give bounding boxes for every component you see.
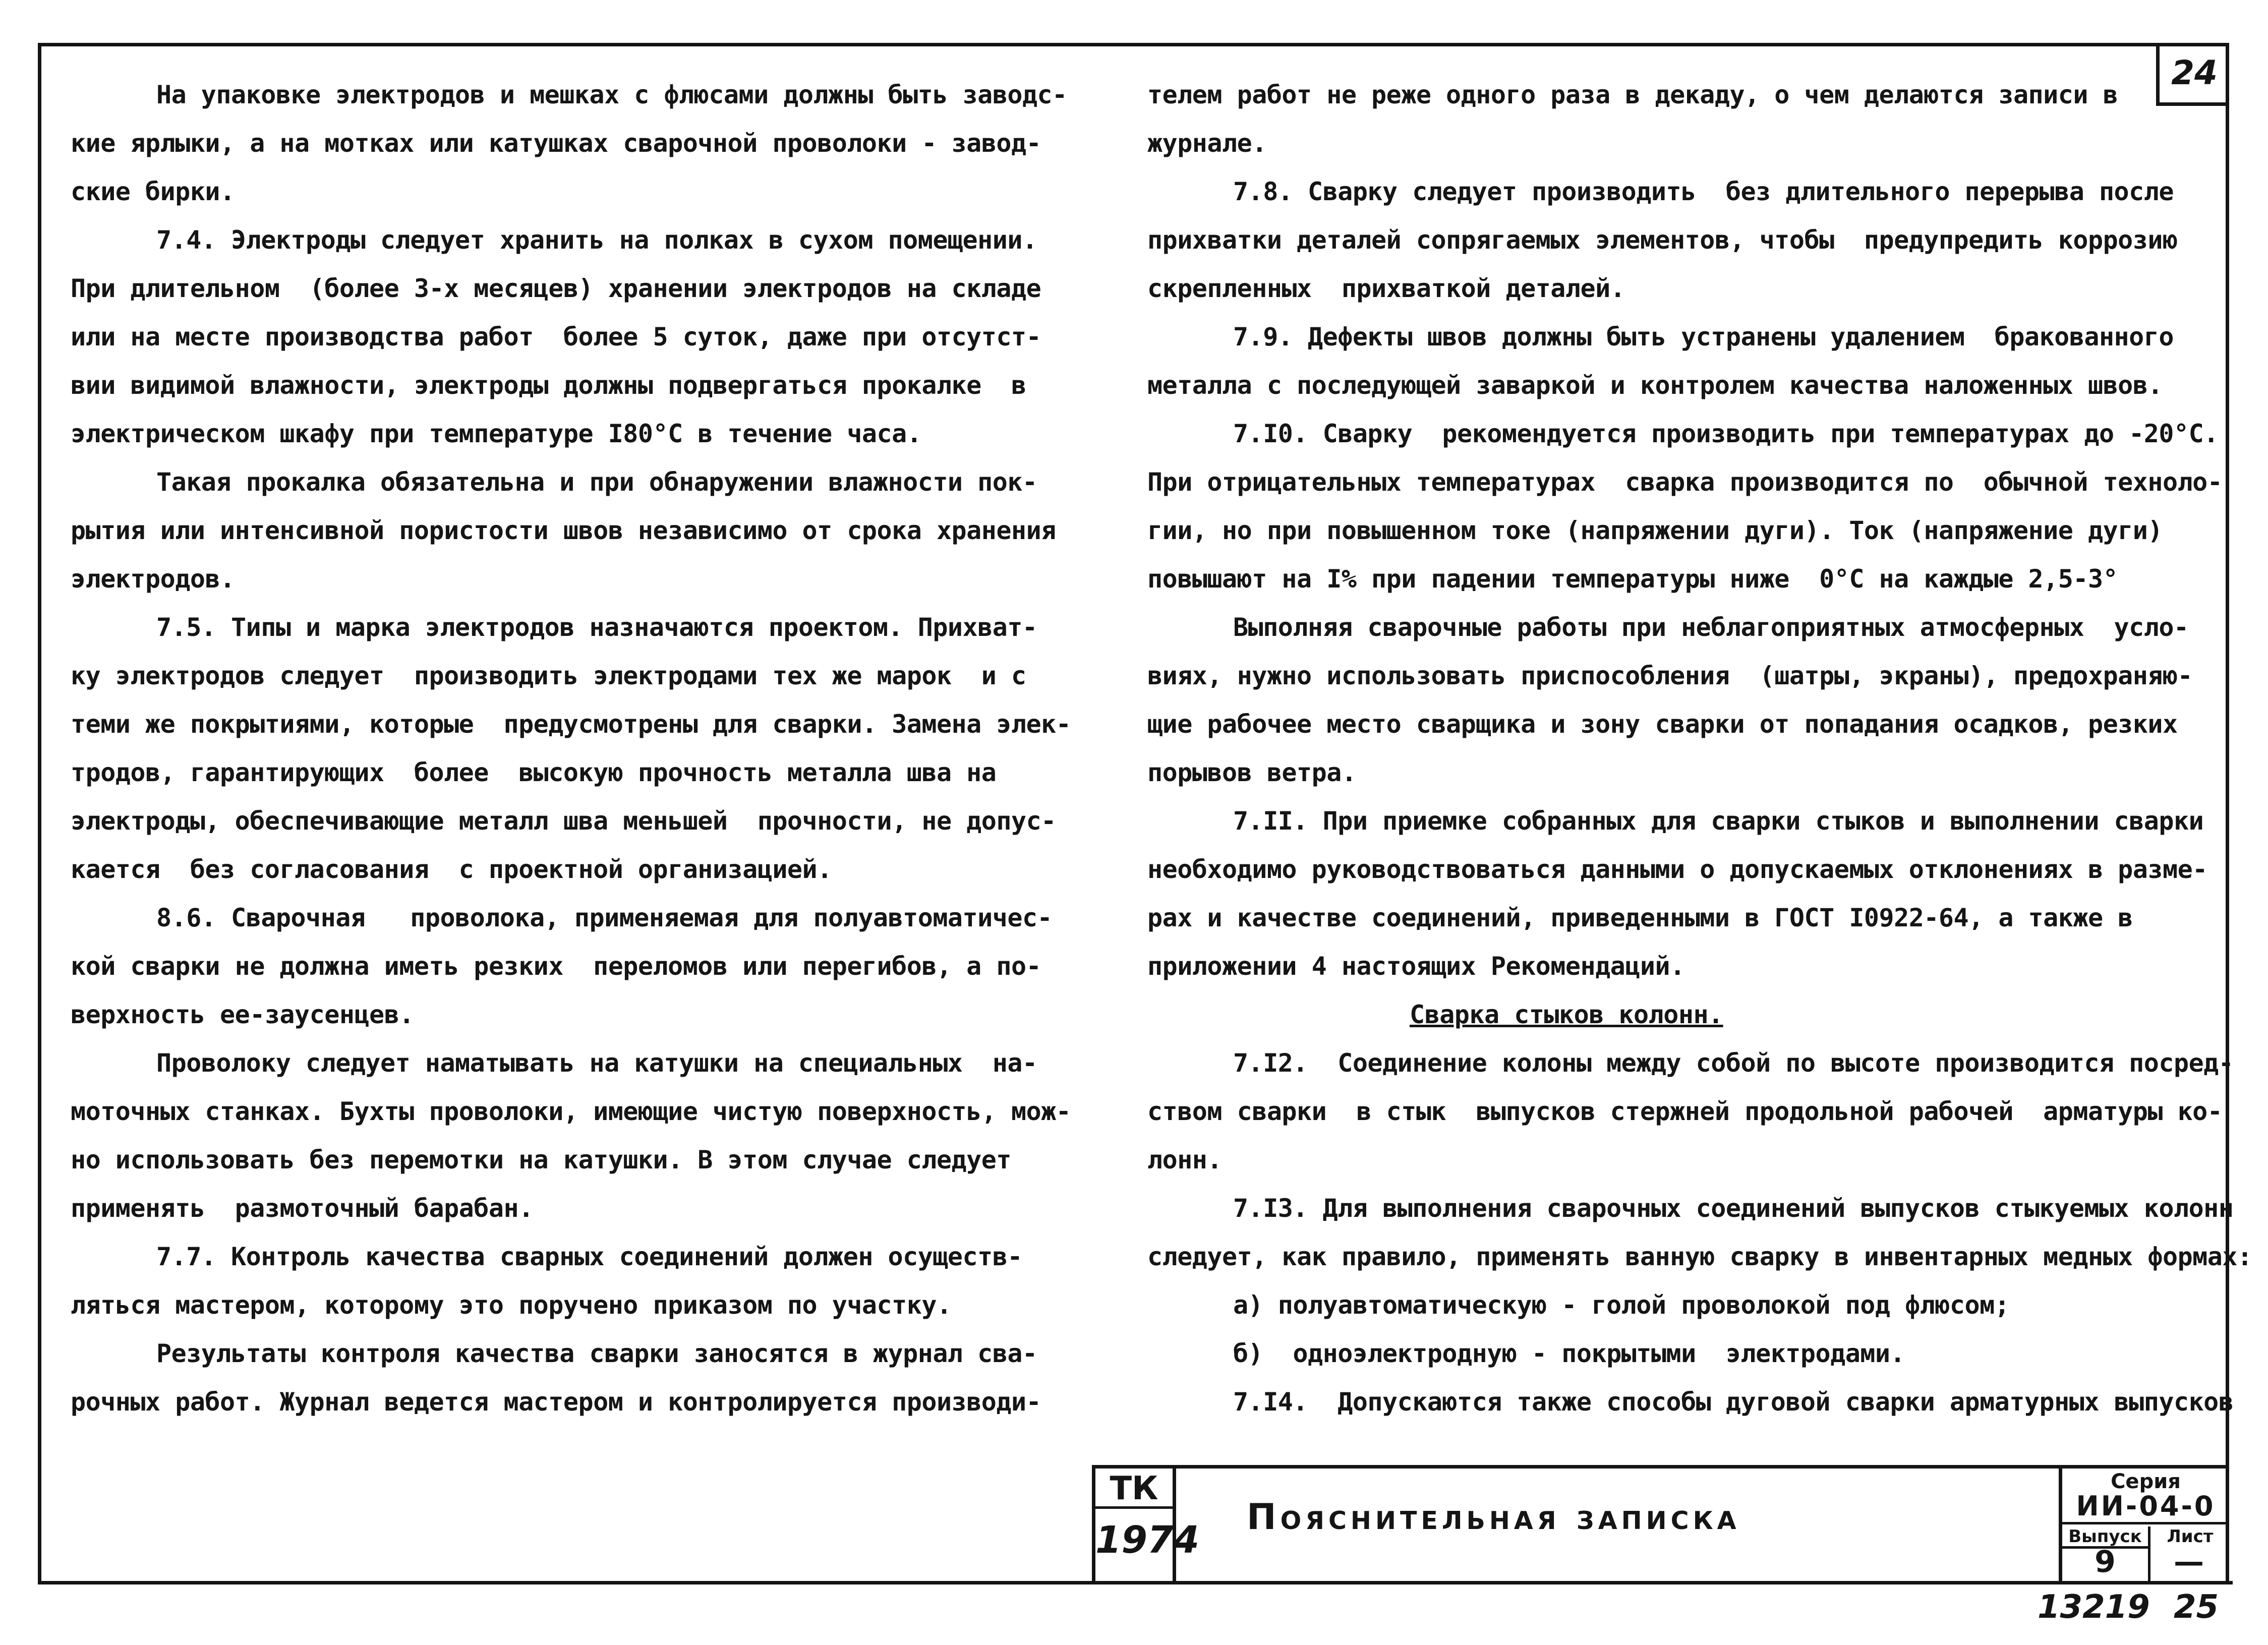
issue-label: Выпуск [2068, 1526, 2142, 1547]
text-line: При длительном (более 3-х месяцев) хранении электродов на складе [71, 274, 1041, 303]
text-line: электроды, обеспечивающие металл шва меньшей прочности, не допус- [71, 806, 1056, 836]
frame-bottom-rule [38, 1581, 2233, 1584]
text-line: необходимо руководствоваться данными о допускаемых отклонениях в разме- [1147, 855, 2207, 884]
text-line: или на месте производства работ более 5 суток, даже при отсутст- [71, 322, 1041, 351]
text-line: а) полуавтоматическую - голой проволокой под флюсом; [1233, 1290, 2010, 1320]
text-line: 7.9. Дефекты швов должны быть устранены удалением бракованного [1233, 322, 2174, 351]
text-line: лонн. [1147, 1145, 1223, 1174]
series-value: ИИ-04-0 [2062, 1491, 2229, 1524]
text-line: следует, как правило, применять ванную сварку в инвентарных медных формах: [1147, 1242, 2252, 1271]
text-line: 7.8. Сварку следует производить без длительного перерыва после [1233, 177, 2174, 206]
page-number-box [2156, 43, 2229, 106]
text-line: кой сварки не должна иметь резких переломов или перегибов, а по- [71, 952, 1041, 981]
series-label: Серия [2111, 1470, 2181, 1493]
text-line: применять размоточный барабан. [71, 1194, 534, 1223]
text-line: Такая прокалка обязательна и при обнаружении влажности пок- [156, 467, 1037, 497]
text-line: 7.5. Типы и марка электродов назначаются проектом. Прихват- [156, 613, 1037, 642]
text-line: моточных станках. Бухты проволоки, имеющие чистую поверхность, мож- [71, 1097, 1071, 1126]
text-line: верхность ее-заусенцев. [71, 1000, 414, 1029]
text-line: рах и качестве соединений, приведенными в ГОСТ I0922-64, а также в [1147, 903, 2133, 932]
issue-value: 9 [2095, 1544, 2116, 1579]
text-line: 7.4. Электроды следует хранить на полках в сухом помещении. [156, 225, 1037, 255]
text-line: виях, нужно использовать приспособления (шатры, экраны), предохраняю- [1147, 661, 2193, 690]
document-title: Пояснительная записка [1247, 1496, 1740, 1538]
text-line: Выполняя сварочные работы при неблагоприятных атмосферных усло- [1233, 613, 2189, 642]
text-line: скрепленных прихваткой деталей. [1147, 274, 1625, 303]
text-line: ством сварки в стык выпусков стержней продольной рабочей арматуры ко- [1147, 1097, 2223, 1126]
text-line: 7.I2. Соединение колоны между собой по высоте производится посред- [1233, 1048, 2234, 1078]
text-line: металла с последующей заваркой и контролем качества наложенных швов. [1147, 371, 2163, 400]
text-line: гии, но при повышенном токе (напряжении дуги). Ток (напряжение дуги) [1147, 516, 2163, 545]
text-line: электродов. [71, 564, 235, 594]
text-line: 7.I4. Допускаются также способы дуговой сварки арматурных выпусков [1233, 1387, 2234, 1417]
text-line: Результаты контроля качества сварки заносятся в журнал сва- [156, 1339, 1037, 1368]
page-mark: 25 [2174, 1589, 2219, 1626]
text-line: кается без согласования с проектной организацией. [71, 855, 832, 884]
text-line: На упаковке электродов и мешках с флюсами должны быть заводс- [156, 80, 1067, 109]
text-line: Проволоку следует наматывать на катушки на специальных на- [156, 1048, 1037, 1078]
text-line: прихватки деталей сопрягаемых элементов, чтобы предупредить коррозию [1147, 225, 2178, 255]
text-line: При отрицательных температурах сварка производится по обычной техноло- [1147, 467, 2223, 497]
title-block-details [2059, 1468, 2229, 1581]
text-line: 7.I0. Сварку рекомендуется производить при температурах до -20°C. [1233, 419, 2219, 448]
text-line: 7.II. При приемке собранных для сварки стыков и выполнении сварки [1233, 806, 2204, 836]
sheet-label: Лист [2148, 1526, 2230, 1581]
text-line: рочных работ. Журнал ведется мастером и контролируется производи- [71, 1387, 1041, 1417]
text-line: 7.I3. Для выполнения сварочных соединений выпусков стыкуемых колонн [1233, 1194, 2234, 1223]
text-line: рытия или интенсивной пористости швов независимо от срока хранения [71, 516, 1056, 545]
order-number: 13219 [2038, 1589, 2150, 1626]
text-line: но использовать без перемотки на катушки. В этом случае следует [71, 1145, 1011, 1174]
code-top: ТК [1095, 1468, 1173, 1509]
code-year: 1974 [1095, 1518, 1199, 1562]
text-line: повышают на I% при падении температуры ниже 0°C на каждые 2,5-3° [1147, 564, 2118, 594]
text-line: электрическом шкафу при температуре I80°C в течение часа. [71, 419, 922, 448]
text-line: журнале. [1147, 129, 1267, 158]
text-line: вии видимой влажности, электроды должны подвергаться прокалке в [71, 371, 1026, 400]
text-line: ляться мастером, которому это поручено приказом по участку. [71, 1290, 952, 1320]
title-block-code [1095, 1468, 1199, 1581]
text-line: кие ярлыки, а на мотках или катушках сварочной проволоки - завод- [71, 129, 1041, 158]
text-line: ку электродов следует производить электродами тех же марок и с [71, 661, 1026, 690]
text-line: приложении 4 настоящих Рекомендаций. [1147, 952, 1685, 981]
text-line: теми же покрытиями, которые предусмотрены для сварки. Замена элек- [71, 710, 1071, 739]
text-line: 7.7. Контроль качества сварных соединений должен осуществ- [156, 1242, 1022, 1271]
text-line: 8.6. Сварочная проволока, применяемая для полуавтоматичес- [156, 903, 1053, 932]
text-line: ские бирки. [71, 177, 235, 206]
section-heading: Сварка стыков колонн. [1410, 1000, 1723, 1029]
page-number: 24 [2171, 53, 2218, 92]
text-line: щие рабочее место сварщика и зону сварки от попадания осадков, резких [1147, 710, 2178, 739]
text-line: б) одноэлектродную - покрытыми электродами. [1233, 1339, 1905, 1368]
text-line: порывов ветра. [1147, 758, 1357, 787]
text-line: тродов, гарантирующих более высокую прочность металла шва на [71, 758, 997, 787]
sheet-value: — [2174, 1544, 2204, 1579]
title-block [1092, 1465, 2229, 1581]
text-line: телем работ не реже одного раза в декаду, о чем делаются записи в [1147, 80, 2118, 109]
